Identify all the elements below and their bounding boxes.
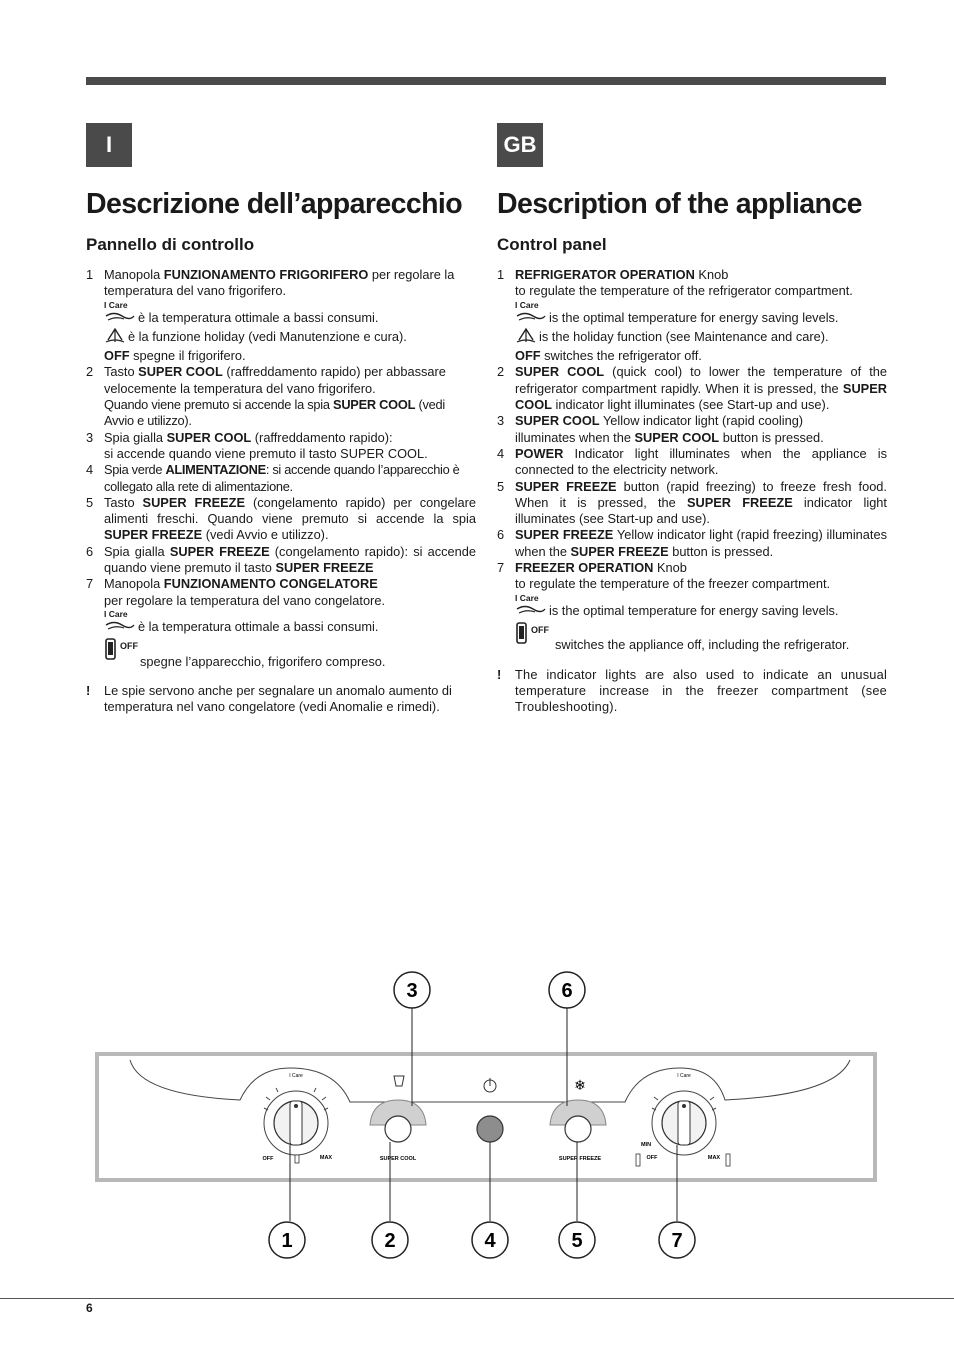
svg-text:5: 5 <box>571 1230 583 1252</box>
svg-text:OFF: OFF <box>646 1155 658 1161</box>
warning-icon: ! <box>497 666 502 682</box>
svg-text:2: 2 <box>384 1230 396 1252</box>
warning-note-gb: ! The indicator lights are also used to indicate an unusual temperature increase in the freezer compartment (see Troubleshooting). <box>497 666 887 715</box>
list-item-gb-7: 7 FREEZER OPERATION Knob to regulate the temperature of the freezer compartment. I Care is the optimal temperature for energy saving levels. OFF switches the appliance off, including the refrigerator. <box>497 560 887 653</box>
list-item-gb-5: 5 SUPER FREEZE button (rapid freezing) to freeze fresh food. When it is pressed, the SUPER FREEZE indicator light illuminates (see Start-up and use). <box>497 478 887 527</box>
svg-text:1: 1 <box>281 1230 293 1252</box>
callout-5 <box>559 1222 595 1258</box>
holiday-icon <box>515 326 537 348</box>
icare-label: I Care <box>515 592 539 603</box>
list-item-it-5: 5 Tasto SUPER FREEZE (congelamento rapido) per congelare alimenti freschi. Quando viene premuto si accende la spia SUPER FREEZE (vedi Avvio e utilizzo). <box>86 494 476 543</box>
svg-text:6: 6 <box>561 980 573 1002</box>
column-it <box>86 185 476 715</box>
section-title-it: Pannello di controllo <box>86 235 255 254</box>
svg-text:7: 7 <box>671 1230 683 1252</box>
list-item-gb-4: 4 POWER Indicator light illuminates when the appliance is connected to the electricity network. <box>497 445 887 478</box>
list-item-it-2: 2 Tasto SUPER COOL (raffreddamento rapido) per abbassare velocemente la temperatura del vano frigorifero. Quando viene premuto si accende la spia SUPER COOL (vedi Avvio e utilizzo). <box>86 364 446 429</box>
holiday-icon <box>104 326 126 348</box>
left-icare-label: I Care <box>289 1073 303 1079</box>
off-switch-icon <box>104 637 118 665</box>
section-title-gb: Control panel <box>497 235 607 254</box>
page-number: 6 <box>86 1301 93 1315</box>
eco-icon <box>515 603 547 619</box>
callout-6 <box>549 972 585 1008</box>
list-item-it-1: 1 Manopola FUNZIONAMENTO FRIGORIFERO per regolare la temperatura del vano frigorifero. I Care è la temperatura ottimale a bassi consumi. è la funzione holiday (vedi Manutenzione e cura). OFF spegne il frigorifero. <box>86 267 476 364</box>
warning-note-it: ! Le spie servono anche per segnalare un anomalo aumento di temperatura nel vano congelatore (vedi Anomalie e rimedi). <box>86 682 452 715</box>
list-item-it-3: 3 Spia gialla SUPER COOL (raffreddamento rapido): si accende quando viene premuto il tasto SUPER COOL. <box>86 429 428 461</box>
icare-label: I Care <box>515 299 539 310</box>
callout-7 <box>659 1222 695 1258</box>
svg-text:SUPER COOL: SUPER COOL <box>379 1156 417 1162</box>
svg-text:4: 4 <box>484 1230 496 1252</box>
svg-text:MIN: MIN <box>640 1142 652 1148</box>
list-item-gb-3: 3 SUPER COOL Yellow indicator light (rapid cooling) illuminates when the SUPER COOL button is pressed. <box>497 413 824 445</box>
right-icare-label: I Care <box>677 1073 691 1079</box>
eco-icon <box>104 310 136 326</box>
eco-icon <box>515 310 547 326</box>
list-item-it-4: 4 Spia verde ALIMENTAZIONE: si accende quando l’apparecchio è collegato alla rete di alimentazione. <box>86 462 460 494</box>
page-title-gb: Description of the appliance <box>497 188 862 220</box>
icare-label: I Care <box>104 608 128 619</box>
list-item-gb-2: 2 SUPER COOL (quick cool) to lower the temperature of the refrigerator compartment rapidly. When it is pressed, the SUPER COOL indicator light illuminates (see Start-up and use). <box>497 364 887 413</box>
svg-text:OFF: OFF <box>262 1156 274 1162</box>
callout-2 <box>372 1222 408 1258</box>
callout-1 <box>269 1222 305 1258</box>
svg-text:❄: ❄ <box>574 1078 586 1094</box>
svg-text:MAX: MAX <box>707 1155 721 1161</box>
page-title-it: Descrizione dell’apparecchio <box>86 188 463 220</box>
control-panel-diagram <box>0 960 954 1280</box>
footer-rule <box>0 1298 954 1299</box>
callout-4 <box>472 1222 508 1258</box>
callout-3 <box>394 972 430 1008</box>
list-item-gb-6: 6 SUPER FREEZE Yellow indicator light (rapid freezing) illuminates when the SUPER FREEZE button is pressed. <box>497 527 887 559</box>
top-rule <box>86 77 886 85</box>
list-item-it-7: 7 Manopola FUNZIONAMENTO CONGELATORE per regolare la temperatura del vano congelatore. I Care è la temperatura ottimale a bassi consumi. OFF spegne l’apparecchio, frigorifero compreso. <box>86 576 476 669</box>
list-item-it-6: 6 Spia gialla SUPER FREEZE (congelamento rapido): si accende quando viene premuto il tasto SUPER FREEZE <box>86 543 476 576</box>
list-item-gb-1: 1 REFRIGERATOR OPERATION Knob to regulate the temperature of the refrigerator compartment. I Care is the optimal temperature for energy saving levels. is the holiday function (see Maintenance and care). OFF switches the refrigerator off. <box>497 267 887 364</box>
lang-badge-it: I <box>86 123 132 167</box>
svg-text:SUPER FREEZE: SUPER FREEZE <box>558 1156 602 1162</box>
off-switch-icon <box>515 621 529 649</box>
warning-icon: ! <box>86 682 91 698</box>
svg-text:MAX: MAX <box>319 1155 333 1161</box>
column-gb <box>497 185 887 715</box>
svg-text:3: 3 <box>406 980 418 1002</box>
lang-badge-gb: GB <box>497 123 543 167</box>
icare-label: I Care <box>104 299 128 310</box>
eco-icon <box>104 619 136 635</box>
